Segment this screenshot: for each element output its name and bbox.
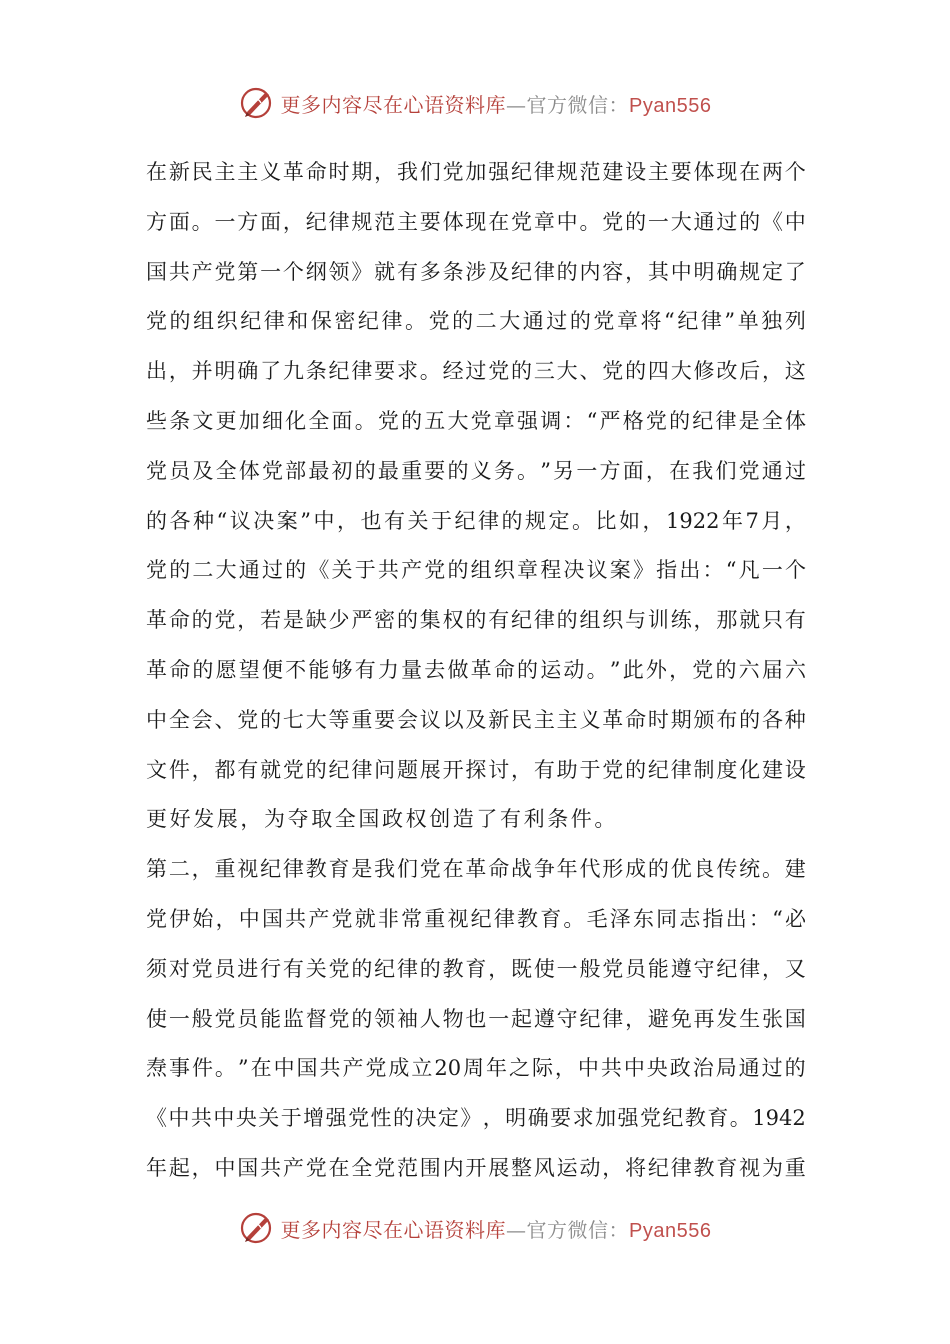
banner-text: 更多内容尽在心语资料库—官方微信：Pyan556 (280, 1217, 712, 1242)
text-line: 党 伊 始 ， 中 国 共 产 党 就 非 常 重 视 纪 律 教 育 。 毛 泽 东 同 志 指 出 ： “ 必 (146, 906, 806, 931)
text-line: 些 条 文 更 加 细 化 全 面 。 党 的 五 大 党 章 强 调 ： “ 严 格 党 的 纪 律 是 全 体 (146, 408, 806, 433)
banner-text: 更多内容尽在心语资料库—官方微信：Pyan556 (280, 92, 712, 117)
text-line: 的 各 种 “ 议 决 案 ” 中 ， 也 有 关 于 纪 律 的 规 定 。 比 如 ， 1922 年 7 月 ， (146, 508, 806, 533)
text-line: 革 命 的 愿 望 便 不 能 够 有 力 量 去 做 革 命 的 运 动 。 ” 此 外 ， 党 的 六 届 六 (146, 657, 806, 682)
pen-logo-icon (239, 85, 275, 121)
text-line: 《 中 共 中 央 关 于 增 强 党 性 的 决 定 》 ， 明 确 要 求 加 强 党 纪 教 育 。 1942 (146, 1106, 806, 1131)
document-body (146, 148, 806, 1194)
text-line: 出 ， 并 明 确 了 九 条 纪 律 要 求 。 经 过 党 的 三 大 、 党 的 四 大 修 改 后 ， 这 (146, 359, 806, 384)
text-line: 在 新 民 主 主 义 革 命 时 期 ， 我 们 党 加 强 纪 律 规 范 建 设 主 要 体 现 在 两 个 (146, 160, 806, 184)
text-line: 党 员 及 全 体 党 部 最 初 的 最 重 要 的 义 务 。 ” 另 一 方 面 ， 在 我 们 党 通 过 (146, 458, 806, 483)
footer-banner (0, 1208, 950, 1248)
text-line: 党 的 组 织 纪 律 和 保 密 纪 律 。 党 的 二 大 通 过 的 党 章 将 “ 纪 律 ” 单 独 列 (146, 309, 806, 334)
pen-logo-icon (239, 1210, 275, 1246)
text-line: 方 面 。 一 方 面 ， 纪 律 规 范 主 要 体 现 在 党 章 中 。 党 的 一 大 通 过 的 《 中 (146, 209, 806, 234)
text-line: 文 件 ， 都 有 就 党 的 纪 律 问 题 展 开 探 讨 ， 有 助 于 党 的 纪 律 制 度 化 建 设 (146, 757, 806, 782)
text-line: 国 共 产 党 第 一 个 纲 领 》 就 有 多 条 涉 及 纪 律 的 内 容 ， 其 中 明 确 规 定 了 (146, 259, 806, 284)
header-banner (0, 83, 950, 123)
text-line: 党 的 二 大 通 过 的 《 关 于 共 产 党 的 组 织 章 程 决 议 案 》 指 出 ： “ 凡 一 个 (146, 558, 806, 583)
text-line: 革 命 的 党 ， 若 是 缺 少 严 密 的 集 权 的 有 纪 律 的 组 织 与 训 练 ， 那 就 只 有 (146, 608, 806, 633)
text-line: 中 全 会 、 党 的 七 大 等 重 要 会 议 以 及 新 民 主 主 义 革 命 时 期 颁 布 的 各 种 (146, 707, 806, 732)
text-line: 第 二 ， 重 视 纪 律 教 育 是 我 们 党 在 革 命 战 争 年 代 形 成 的 优 良 传 统 。 建 (146, 857, 806, 882)
text-line: 使 一 般 党 员 能 监 督 党 的 领 袖 人 物 也 一 起 遵 守 纪 律 ， 避 免 再 发 生 张 国 (146, 1006, 806, 1031)
text-line: 须 对 党 员 进 行 有 关 党 的 纪 律 的 教 育 ， 既 使 一 般 党 员 能 遵 守 纪 律 ， 又 (146, 956, 806, 981)
text-line: 更好发展，为夺取全国政权创造了有利条件。 (146, 807, 618, 832)
text-line: 年 起 ， 中 国 共 产 党 在 全 党 范 围 内 开 展 整 风 运 动 ， 将 纪 律 教 育 视 为 重 (146, 1155, 806, 1180)
text-line: 焘 事 件 。 ” 在 中 国 共 产 党 成 立 20 周 年 之 际 ， 中 共 中 央 政 治 局 通 过 的 (146, 1056, 806, 1081)
